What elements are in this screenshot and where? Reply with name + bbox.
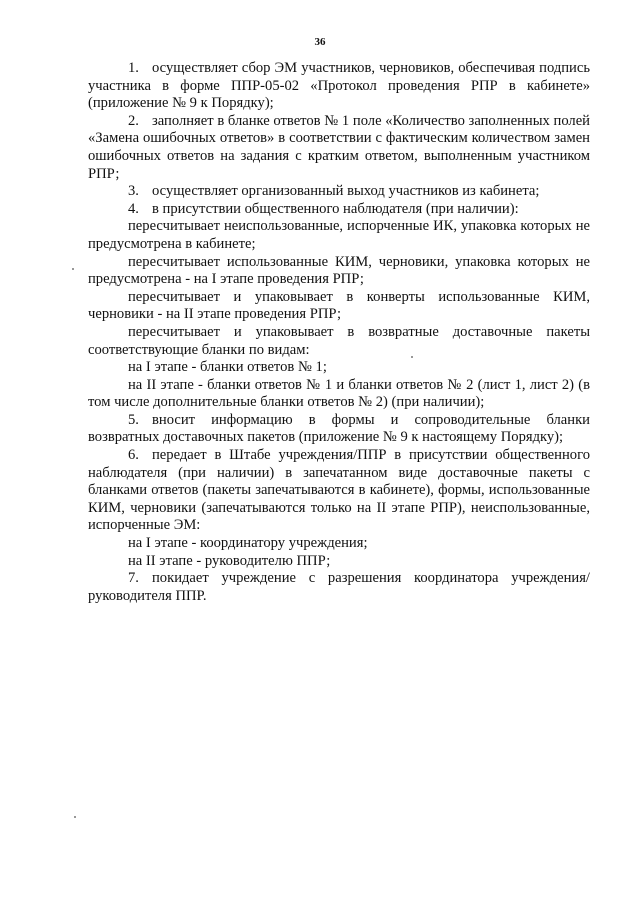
item-text: в присутствии общественного наблюдателя (при наличии): — [152, 200, 519, 217]
item-text: вносит информацию в формы и сопроводительные бланки возвратных доставочных пакетов (приложение № 9 к настоящему Порядку); — [88, 411, 590, 446]
item-text: заполняет в бланке ответов № 1 поле «Количество заполненных полей «Замена ошибочных ответов» в соответствии с фактическим количеством замен ошибочных ответов на задания с кратким ответом, выполненным участником РПР; — [88, 112, 590, 182]
list-item-5 — [88, 412, 590, 447]
list-item-1 — [88, 60, 590, 113]
scan-speck — [411, 356, 413, 358]
sub-item: пересчитывает и упаковывает в конверты использованные КИМ, черновики - на II этапе проведения РПР; — [88, 288, 590, 323]
list-item-7 — [88, 570, 590, 605]
item-number: 7. — [128, 570, 139, 587]
list-item-6 — [88, 447, 590, 535]
document-body — [88, 60, 590, 605]
item-number: 1. — [128, 60, 139, 76]
item-text: покидает учреждение с разрешения координатора учреждения/руководителя ППР. — [88, 570, 590, 604]
item-text: передает в Штабе учреждения/ППР в присутствии общественного наблюдателя (при наличии) в запечатанном виде доставочные пакеты с бланками ответов (пакеты запечатываются в кабинете), формы, использованные КИМ, черновики (запечатываются только на II этапе РПР), неиспользованные, испорченные ЭМ: — [88, 447, 590, 534]
item-number: 2. — [128, 112, 139, 129]
item-text: осуществляет сбор ЭМ участников, черновиков, обеспечивая подпись участника в форме ППР-05-02 «Протокол проведения РПР в кабинете» (приложение № 9 к Порядку); — [88, 60, 590, 112]
sub-item: пересчитывает и упаковывает в возвратные доставочные пакеты соответствующие бланки по видам: — [88, 323, 590, 358]
item-number: 6. — [128, 447, 139, 464]
scan-speck — [74, 816, 76, 818]
list-item-4 — [88, 201, 590, 219]
sub-item: на I этапе - бланки ответов № 1; — [128, 359, 327, 376]
item-number: 4. — [128, 200, 139, 217]
item-number: 5. — [128, 411, 139, 428]
list-item-3 — [88, 183, 590, 201]
sub-item: пересчитывает использованные КИМ, черновики, упаковка которых не предусмотрена - на I этапе проведения РПР; — [88, 253, 590, 288]
item-text: осуществляет организованный выход участников из кабинета; — [152, 183, 540, 200]
scan-speck — [72, 268, 74, 270]
list-item-2 — [88, 113, 590, 183]
sub-item: на I этапе - координатору учреждения; — [128, 535, 368, 552]
item-number: 3. — [128, 183, 139, 200]
sub-item: на II этапе - бланки ответов № 1 и бланки ответов № 2 (лист 1, лист 2) (в том числе дополнительные бланки ответов № 2) (при наличии); — [88, 376, 590, 411]
sub-item: пересчитывает неиспользованные, испорченные ИК, упаковка которых не предусмотрена в кабинете; — [88, 218, 590, 252]
page-number: 36 — [314, 36, 326, 48]
sub-item: на II этапе - руководителю ППР; — [128, 552, 331, 569]
